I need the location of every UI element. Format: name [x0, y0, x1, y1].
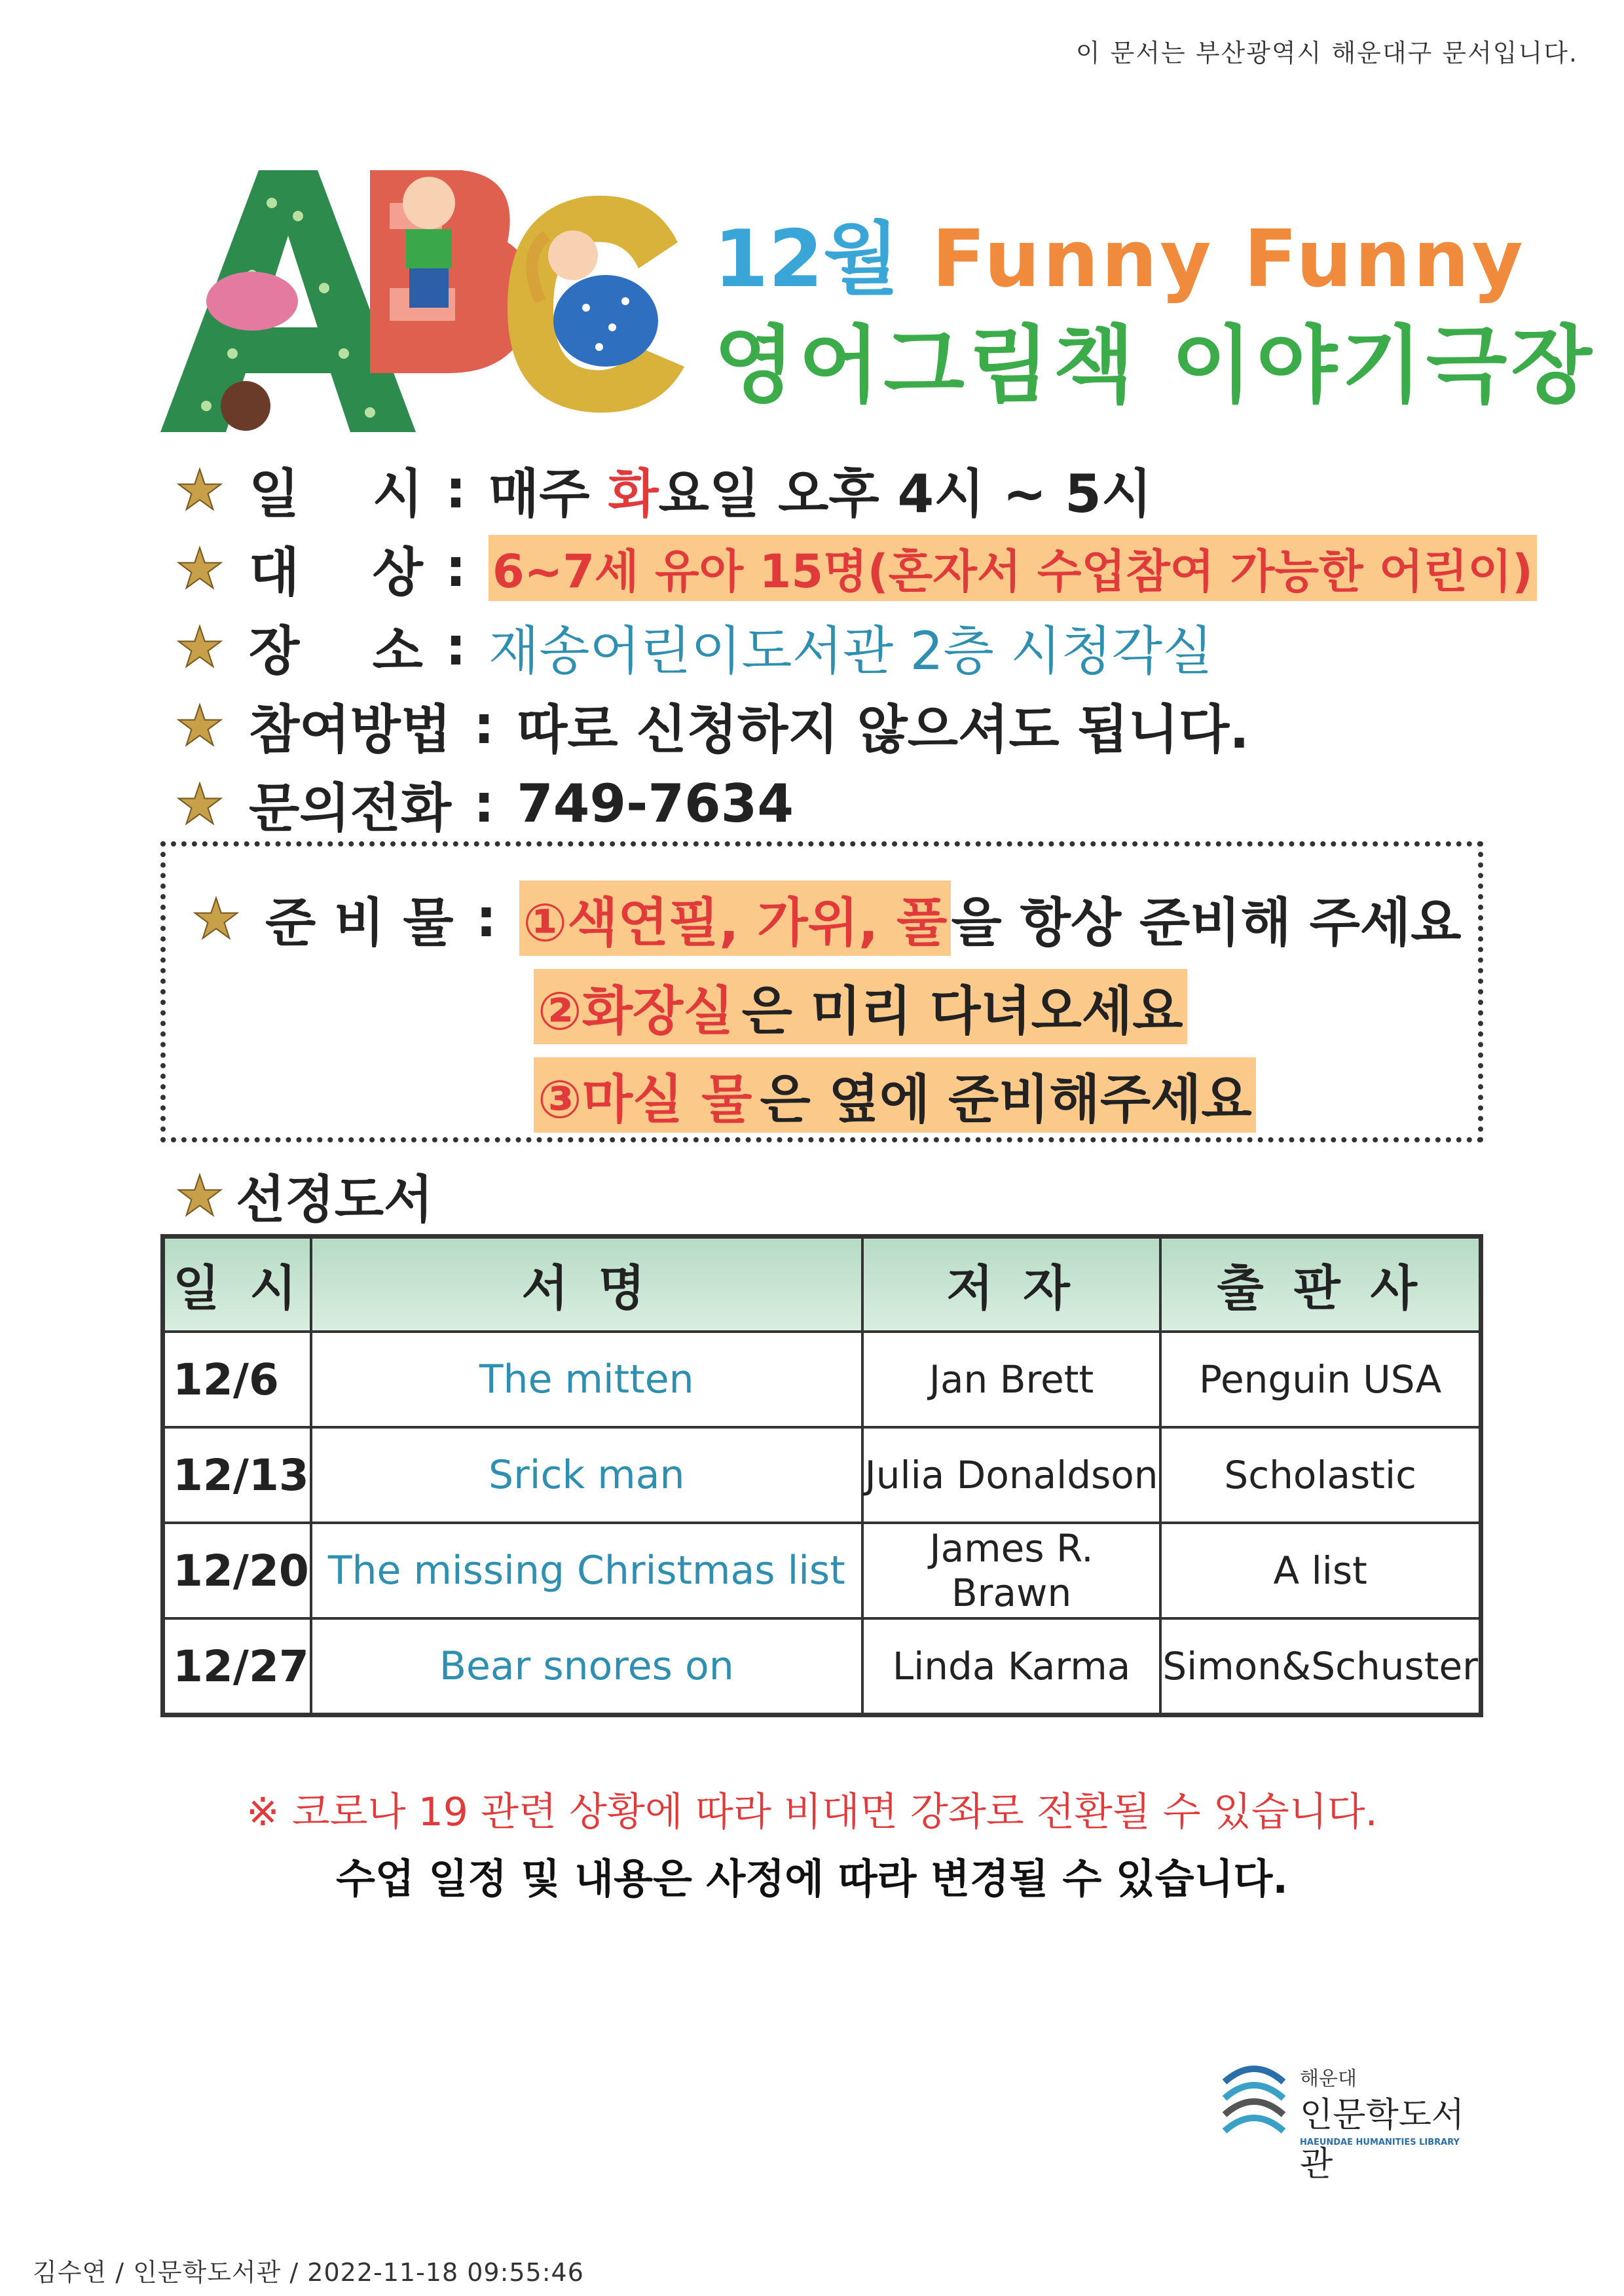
- flower-basket: [206, 272, 298, 331]
- row-author: Julia Donaldson: [862, 1427, 1161, 1523]
- info-value: 매주: [488, 464, 608, 524]
- info-label: 일 시: [249, 464, 423, 524]
- books-heading-text: 선정도서: [236, 1171, 434, 1230]
- star-icon: [177, 467, 223, 513]
- info-label: 대 상: [249, 542, 423, 603]
- info-row-4: [177, 687, 1249, 763]
- info-value: 재송어린이도서관 2층 시청각실: [488, 621, 1213, 682]
- star-icon: [193, 896, 239, 941]
- logo-english-text: HAEUNDAE HUMANITIES LIBRARY: [1300, 2138, 1460, 2147]
- row-title: The mitten: [311, 1332, 862, 1427]
- document-footer: 김수연 / 인문학도서관 / 2022-11-18 09:55:46: [33, 2258, 584, 2287]
- program-month: 12월: [714, 214, 899, 305]
- info-value: 749-7634: [517, 773, 794, 834]
- books-heading: [177, 1159, 433, 1232]
- star-icon: [177, 781, 223, 827]
- row-date: 12/27: [163, 1618, 311, 1715]
- program-title-line2: 영어그림책 이야기극장: [714, 317, 1596, 414]
- program-title-line1: [714, 196, 1526, 309]
- covid-notice: ※ 코로나 19 관련 상황에 따라 비대면 강좌로 전환될 수 있습니다.: [246, 1789, 1378, 1835]
- supply-item-1-highlight: ①색연필, 가위, 풀: [519, 881, 951, 956]
- star-icon: [177, 702, 223, 748]
- supplies-row-3: [534, 1057, 1256, 1133]
- header-title: 서 명: [311, 1237, 862, 1332]
- schedule-notice: 수업 일정 및 내용은 사정에 따라 변경될 수 있습니다.: [336, 1855, 1288, 1903]
- row-title: Srick man: [311, 1427, 862, 1523]
- supplies-label: 준 비 물: [265, 892, 454, 953]
- colon: :: [445, 616, 466, 677]
- supply-item-2-highlight: ②화장실: [534, 969, 738, 1044]
- document-notice: 이 문서는 부산광역시 해운대구 문서입니다.: [1075, 39, 1578, 67]
- supply-item-1-rest: 을 항상 준비해 주세요: [951, 892, 1462, 953]
- table-row: [163, 1618, 1481, 1715]
- info-value: 화: [608, 464, 659, 524]
- star-icon: [177, 545, 223, 591]
- colon: :: [475, 888, 497, 949]
- info-label: 장 소: [249, 621, 423, 682]
- abc-illustration: [154, 157, 717, 439]
- supplies-row-2: [534, 969, 1187, 1044]
- star-icon: [177, 1173, 223, 1218]
- row-author: Linda Karma: [862, 1618, 1161, 1715]
- table-header-row: [163, 1237, 1481, 1332]
- header-date: 일 시: [163, 1237, 311, 1332]
- colon: :: [473, 695, 495, 756]
- header-publisher: 출 판 사: [1160, 1237, 1481, 1332]
- supplies-row-1: [193, 881, 1462, 956]
- row-publisher: Simon&Schuster: [1160, 1618, 1481, 1715]
- program-funny-words: Funny Funny: [931, 214, 1526, 305]
- table-row: [163, 1332, 1481, 1427]
- colon: :: [445, 459, 466, 520]
- row-publisher: A list: [1160, 1523, 1481, 1618]
- library-logo: [1218, 2049, 1493, 2184]
- info-label: 문의전화: [249, 778, 452, 839]
- info-label: 참여방법: [249, 699, 452, 760]
- colon: :: [473, 773, 495, 834]
- info-value: 6~7세 유아 15명(혼자서 수업참여 가능한 어린이): [489, 535, 1537, 601]
- logo-small-text: 해운대: [1300, 2068, 1357, 2090]
- table-row: [163, 1427, 1481, 1523]
- info-row-5: [177, 766, 794, 841]
- header-author: 저 자: [862, 1237, 1161, 1332]
- row-author: James R. Brawn: [862, 1523, 1161, 1618]
- logo-name-text: 인문학도서관: [1300, 2096, 1465, 2184]
- info-value: 따로 신청하지 않으셔도 됩니다.: [517, 699, 1249, 760]
- wave-logo-icon: [1218, 2056, 1290, 2141]
- info-row-3: [177, 609, 1213, 684]
- row-title: Bear snores on: [311, 1618, 862, 1715]
- row-date: 12/20: [163, 1523, 311, 1618]
- supply-item-3-rest: 은 옆에 준비해주세요: [756, 1057, 1255, 1133]
- table-row: [163, 1523, 1481, 1618]
- info-value: 요일 오후 4시 ~ 5시: [658, 464, 1153, 524]
- info-row-2: [177, 530, 1537, 606]
- info-row-1: [177, 452, 1152, 527]
- row-publisher: Penguin USA: [1160, 1332, 1481, 1427]
- colon: :: [445, 538, 466, 598]
- book-table: [160, 1234, 1483, 1717]
- supply-item-2-rest: 은 미리 다녀오세요: [738, 969, 1187, 1044]
- row-publisher: Scholastic: [1160, 1427, 1481, 1523]
- row-title: The missing Christmas list: [311, 1523, 862, 1618]
- star-icon: [177, 624, 223, 670]
- row-author: Jan Brett: [862, 1332, 1161, 1427]
- row-date: 12/6: [163, 1332, 311, 1427]
- supply-item-3-highlight: ③마실 물: [534, 1057, 756, 1133]
- row-date: 12/13: [163, 1427, 311, 1523]
